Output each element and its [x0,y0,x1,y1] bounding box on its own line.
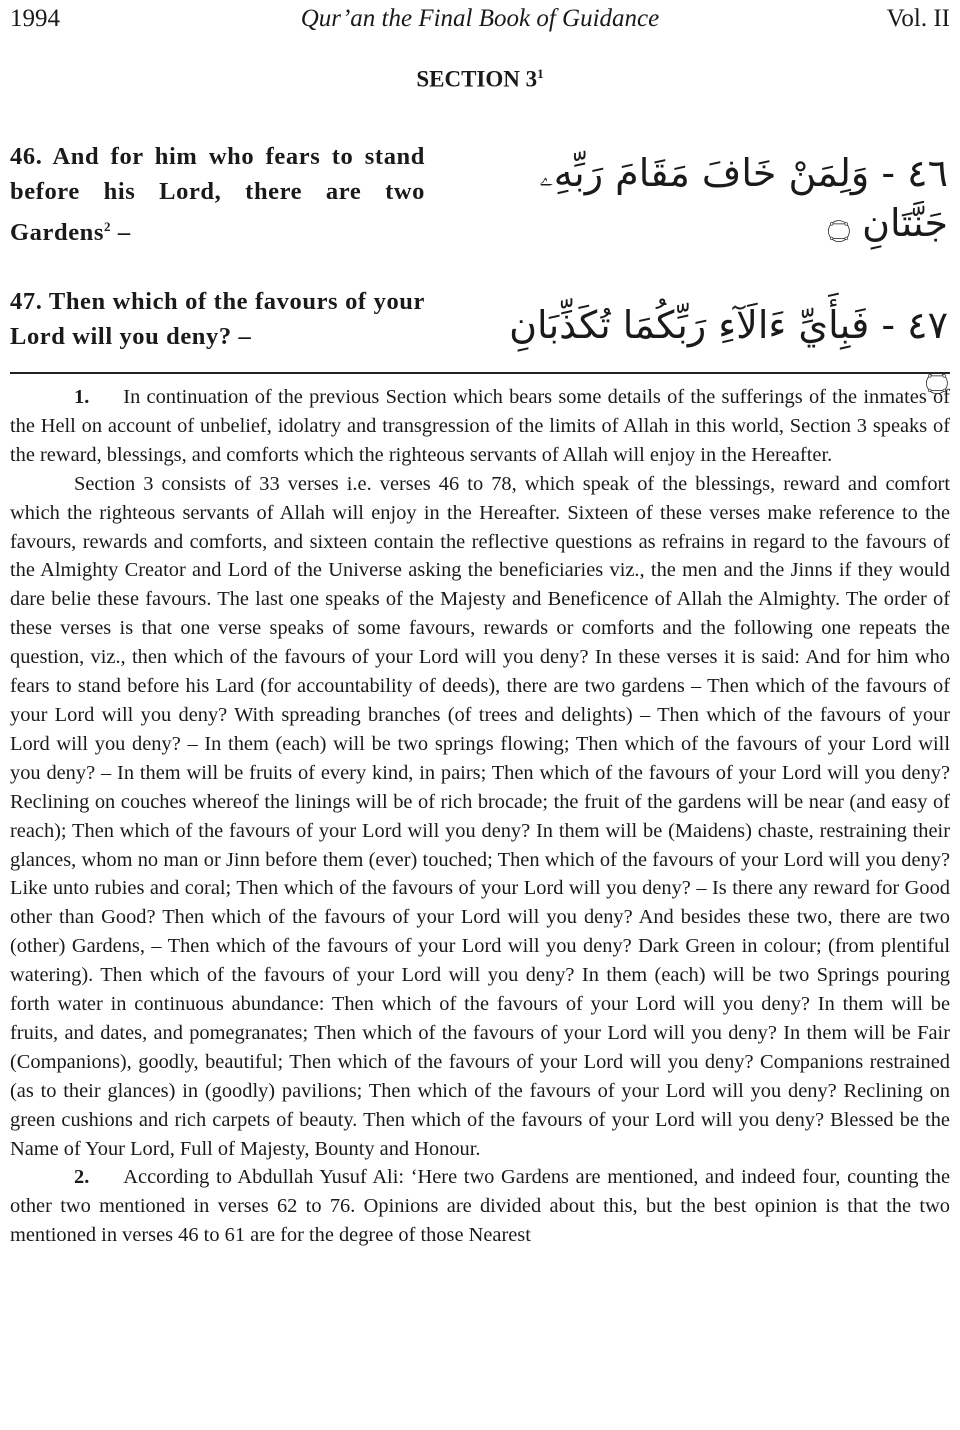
book-title: Qur’an the Final Book of Guidance [300,5,660,32]
footnote-divider [10,372,950,374]
footnote-2-paragraph [10,1163,950,1250]
footnote-2-number: 2. [74,1166,90,1189]
footnote-1-text: In continuation of the previous Section which bears some details of the sufferings of the inmates of the Hell on account of unbelief, idolatry and transgression of the limits of Allah in this world, Section 3 speaks of the reward, blessings, and comforts which the righteous servants of Allah will enjoy in the Hereafter. [10,386,950,466]
verse-47-translation [10,284,425,354]
footnotes [10,383,950,1250]
footnote-1-paragraph [10,383,950,470]
verse-46-arabic: ٤٦ - وَلِمَنْ خَافَ مَقَامَ رَبِّهِۦ جَنَّتَانِ ۝ [539,151,948,245]
verse-46-text: 46. And for him who fears to stand before his Lord, there are two Gardens [10,143,425,247]
section-footnote-ref: 1 [537,66,544,81]
footnote-1-number: 1. [74,386,90,408]
volume-label: Vol. II [886,5,950,32]
footnote-1-text-2: Section 3 consists of 33 verses i.e. verses 46 to 78, which speak of the blessings, reward and comfort which the righteous servants of Allah will enjoy in the Hereafter. Sixteen of these verses make reference to the favours, rewards and comforts, and sixteen contain the reflective questions as refrains in regard to the favours of the Almighty Creator and Lord of the Universe asking the beneficiaries viz., the men and the Jinns if they would dare belie these favours. The last one speaks of the Majesty and Beneficence of Allah the Almighty. The order of these verses is that one verse speaks of some favours, rewards or comforts and the following one repeats the question, viz., then which of the favours of your Lord will you deny? In these verses it is said: And for him who fears to stand before his Lard (for accountability of deeds), there are two gardens – Then which of the favours of your Lord will you deny? With spreading branches (of trees and delights) – Then which of the favours of your Lord will you deny? – In them (each) will be two springs flowing; Then which of the favours of your Lord will you deny? – In them will be fruits of every kind, in pairs; Then which of the favours of your Lord will you deny? Reclining on couches whereof the linings will be of rich brocade; the fruit of the gardens will be near (and easy of reach); Then which of the favours of your Lord will you deny? In them will be (Maidens) chaste, restraining their glances, whom no man or Jinn before them (ever) touched; Then which of the favours of your Lord will you deny? Like unto rubies and coral; Then which of the favours of your Lord will you deny? – Is there any reward for Good other than Good? Then which of the favours of your Lord will you deny? And besides these two, there are two (other) Gardens, – Then which of the favours of your Lord will you deny? Dark Green in colour; (from plentiful watering). Then which of the favours of your Lord will you deny? In them (each) will be two Springs pouring forth water in continuous abundance: Then which of the favours of your Lord will you deny? In them will be fruits, and dates, and pomegranates; Then which of the favours of your Lord will you deny? In them will be Fair (Companions), goodly, beautiful; Then which of the favours of your Lord will you deny? Companions restrained (as to their glances) in (goodly) pavilions; Then which of the favours of your Lord will you deny? Reclining on green cushions and rich carpets of beauty. Then which of the favours of your Lord will you deny? Blessed be the Name of Your Lord, Full of Majesty, Bounty and Honour. [10,472,950,1160]
footnote-2-text: According to Abdullah Yusuf Ali: ‘Here two Gardens are mentioned, and indeed four, counting the other two mentioned in verses 62 to 76. Opinions are divided about this, but the best opinion is that the two mentioned in verses 46 to 61 are for the degree of those Nearest [10,1166,950,1247]
verse-47-text: 47. Then which of the favours of your Lord will you deny? – [10,288,425,350]
section-title: SECTION 3 [416,66,538,92]
verse-46-footnote-ref: 2 [104,219,112,234]
page-header [10,2,950,36]
verse-46-suffix: – [111,219,131,247]
section-heading [0,66,960,93]
page-number: 1994 [10,5,60,32]
footnote-1-paragraph-2 [10,470,950,1164]
verse-46-translation [10,139,425,250]
verse-47-arabic: ٤٧ - فَبِأَيِّ ءَالَآءِ رَبِّكُمَا تُكَذِّبَانِ ۝ [509,303,948,397]
